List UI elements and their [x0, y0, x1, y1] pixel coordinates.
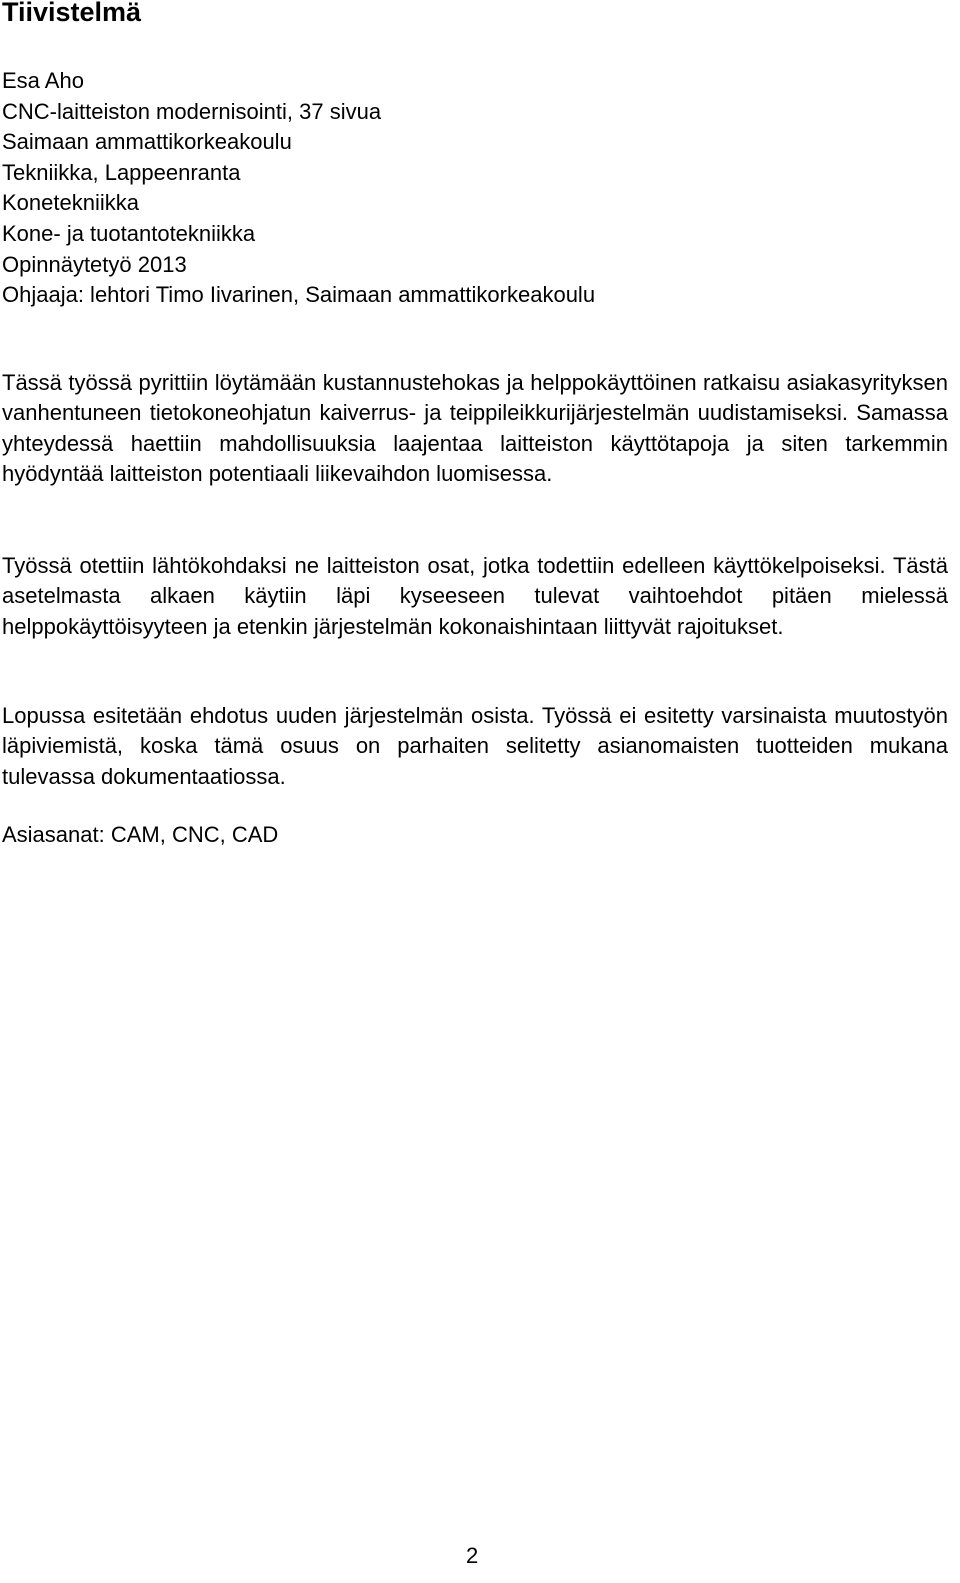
thesis-metadata: [2, 66, 942, 311]
page-title: Tiivistelmä: [2, 0, 142, 27]
institution-name: Saimaan ammattikorkeakoulu: [2, 129, 292, 155]
thesis-year: Opinnäytetyö 2013: [2, 251, 187, 277]
abstract-paragraph-3: Lopussa esitetään ehdotus uuden järjestelmän osista. Työssä ei esitetty varsinaista muutostyön läpiviemistä, koska tämä osuus on parhaiten selitetty asianomaisten tuotteiden mukana tulevassa dokumentaatiossa.: [2, 703, 948, 789]
abstract-paragraph-1: Tässä työssä pyrittiin löytämään kustannustehokas ja helppokäyttöinen ratkaisu asiakasyrityksen vanhentuneen tietokoneohjatun kaiverrus- ja teippileikkurijärjestelmän uudistamiseksi. Samassa yhteydessä haettiin mahdollisuuksia laajentaa laitteiston käyttötapoja ja siten tarkemmin hyödyntää laitteiston potentiaali liikevaihdon luomisessa.: [2, 370, 948, 487]
keywords: Asiasanat: CAM, CNC, CAD: [2, 822, 279, 847]
abstract-paragraph-2: Työssä otettiin lähtökohdaksi ne laitteiston osat, jotka todettiin edelleen käyttökelpoiseksi. Tästä asetelmasta alkaen käytiin läpi kyseeseen tulevat vaihtoehdot pitäen mielessä helppokäyttöisyyteen ja etenkin järjestelmän kokonaishintaan liittyvät rajoitukset.: [2, 553, 948, 639]
specialisation: Kone- ja tuotantotekniikka: [2, 220, 256, 246]
faculty-and-location: Tekniikka, Lappeenranta: [2, 159, 241, 185]
author-name: Esa Aho: [2, 68, 84, 93]
supervisor: Ohjaaja: lehtori Timo Iivarinen, Saimaan ammattikorkeakoulu: [2, 282, 596, 308]
thesis-title-and-pages: CNC-laitteiston modernisointi, 37 sivua: [2, 98, 382, 124]
page-number: 2: [466, 1543, 479, 1568]
degree-programme: Konetekniikka: [2, 190, 139, 216]
